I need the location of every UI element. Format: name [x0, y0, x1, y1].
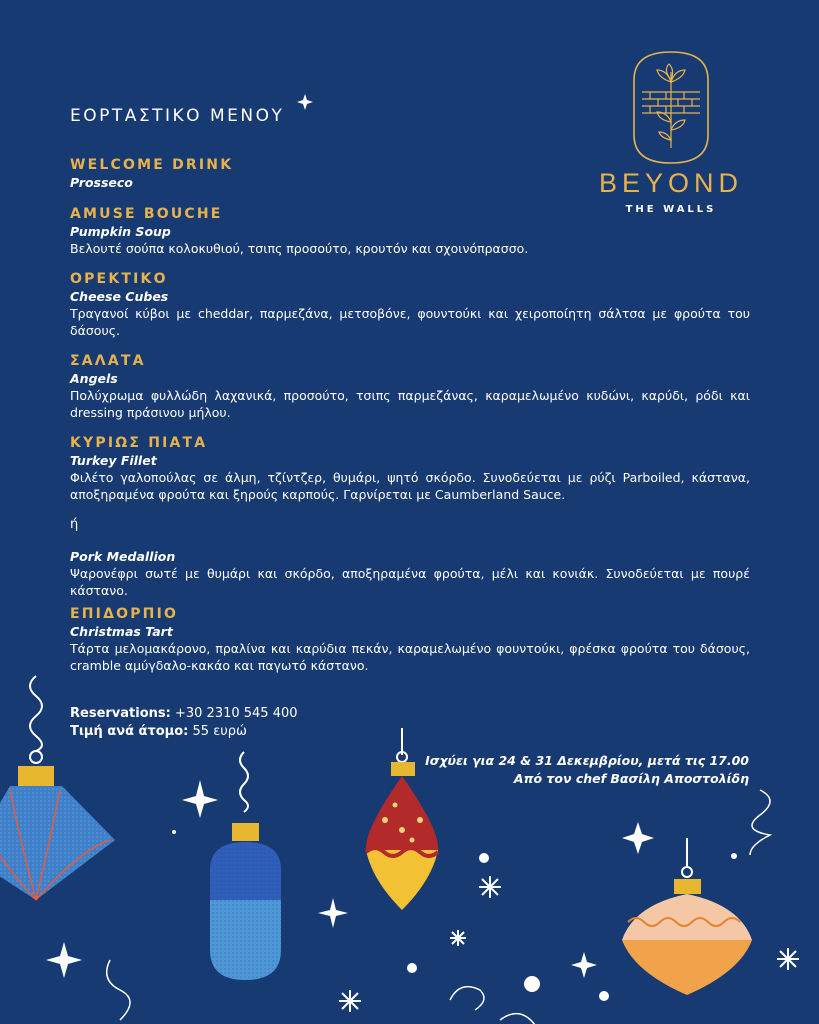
dish-name: Prosseco [70, 175, 133, 190]
section-heading: ΣΑΛΑΤΑ [70, 353, 146, 369]
validity-note [425, 752, 749, 788]
ornament-peach-icon [622, 838, 752, 995]
price-label: Τιμή ανά άτομο: [70, 724, 189, 739]
or-separator: ή [70, 517, 79, 532]
logo-emblem-icon [586, 50, 756, 165]
dish-description: Πολύχρωμα φυλλώδη λαχανικά, προσούτο, τσιπς παρμεζάνας, καραμελωμένο κυδώνι, καρύδι, ρόδι και dressing πράσινου μήλου. [70, 388, 750, 420]
sparkle-icon [297, 94, 313, 110]
sparkle-icon [182, 780, 218, 818]
dish-name-2: Pork Medallion [70, 549, 176, 564]
section-appetizer [70, 271, 750, 339]
section-salad [70, 353, 750, 421]
chef-credit: Από τον chef Βασίλη Αποστολίδη [513, 771, 749, 786]
page-title: ΕΟΡΤΑΣΤΙΚΟ ΜΕΝΟΥ [70, 106, 285, 126]
validity-dates: Ισχύει για 24 & 31 Δεκεμβρίου, μετά τις 17.00 [425, 753, 749, 768]
section-amuse-bouche [70, 206, 750, 257]
section-welcome-drink [70, 157, 750, 191]
dish-description: Τάρτα μελομακάρονο, πραλίνα και καρύδια πεκάν, καραμελωμένο φουντούκι, φρέσκα φρούτα του δάσους, cramble αμύγδαλο-κακάο και παγωτό κάστανο. [70, 641, 750, 673]
section-heading: ΕΠΙΔΟΡΠΙΟ [70, 606, 179, 622]
dish-description: Βελουτέ σούπα κολοκυθιού, τσιπς προσούτο, κρουτόν και σχοινόπρασσο. [70, 241, 529, 256]
logo-brand-text: BEYOND [598, 168, 744, 198]
section-heading: AMUSE BOUCHE [70, 206, 223, 222]
snowflake-icon [450, 930, 466, 946]
sparkle-icon [46, 942, 82, 978]
snowflake-icon [479, 876, 501, 898]
sparkle-icon [571, 952, 597, 978]
dish-name: Pumpkin Soup [70, 224, 171, 239]
dish-name: Christmas Tart [70, 624, 173, 639]
dish-name: Cheese Cubes [70, 289, 169, 304]
reservations-phone[interactable]: +30 2310 545 400 [174, 706, 298, 721]
dish-name: Turkey Fillet [70, 453, 157, 468]
reservations-block [70, 705, 298, 741]
section-main-courses [70, 435, 750, 599]
snowflake-icon [339, 990, 361, 1012]
reservations-label: Reservations: [70, 706, 171, 721]
dish-description: Τραγανοί κύβοι με cheddar, παρμεζάνα, μετσοβόνε, φουντούκι και χειροποίητη σάλτσα με φρούτα του δάσους. [70, 306, 750, 338]
dish-description-2: Ψαρονέφρι σωτέ με θυμάρι και σκόρδο, αποξηραμένα φρούτα, μέλι και κονιάκ. Συνοδεύεται με πουρέ κάστανο. [70, 566, 750, 598]
sparkle-icon [622, 822, 654, 854]
price-value: 55 ευρώ [192, 724, 247, 739]
section-heading: ΟΡΕΚΤΙΚΟ [70, 271, 168, 287]
brand-logo [586, 50, 756, 220]
sparkle-icon [318, 898, 348, 928]
section-heading: WELCOME DRINK [70, 157, 234, 173]
section-dessert [70, 606, 750, 674]
logo-sub-text: THE WALLS [625, 204, 717, 215]
section-heading: ΚΥΡΙΩΣ ΠΙΑΤΑ [70, 435, 208, 451]
dish-name: Angels [70, 371, 118, 386]
ornament-blue-icon [210, 752, 281, 980]
dish-description: Φιλέτο γαλοπούλας σε άλμη, τζίντζερ, θυμάρι, ψητό σκόρδο. Συνοδεύεται με ρύζι Parboiled, κάστανα, αποξηραμένα φρούτα και ξηρούς καρπούς. Γαρνίρεται με Caumberland Sauce. [70, 470, 750, 502]
snowflake-icon [777, 948, 799, 970]
